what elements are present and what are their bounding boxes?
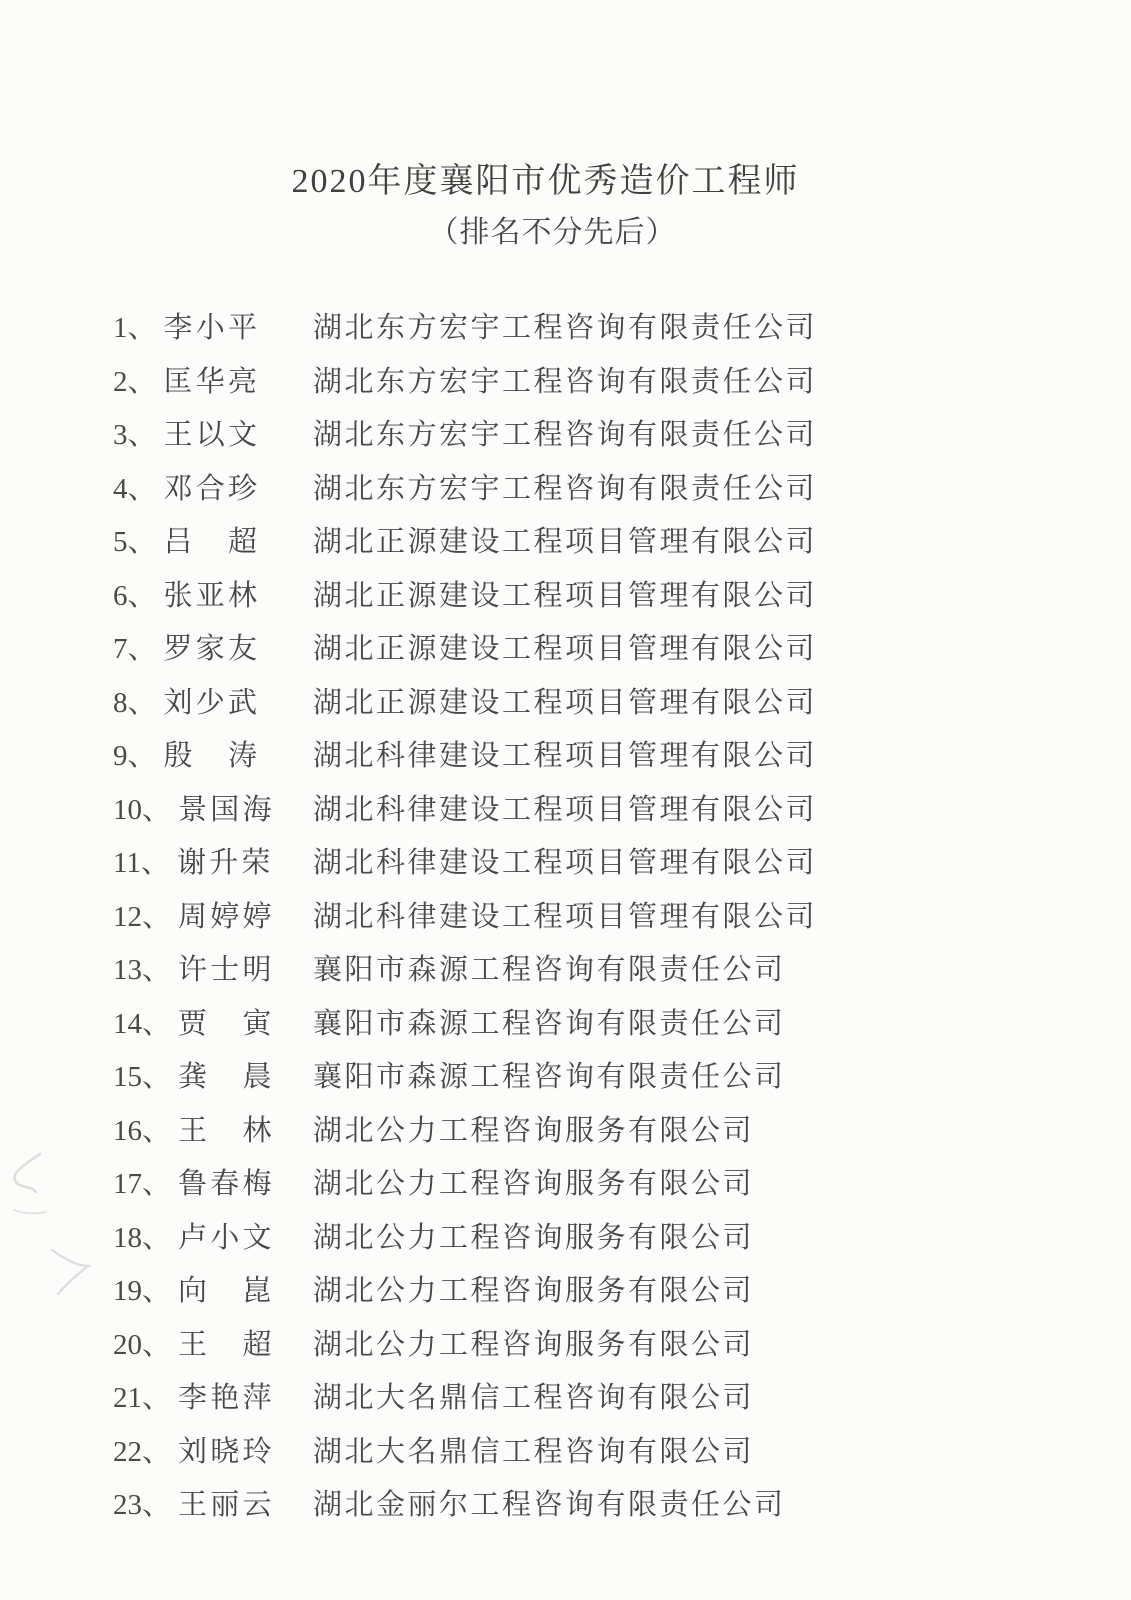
company-name: 湖北东方宏宇工程咨询有限责任公司 <box>313 365 818 398</box>
rank-number: 21、 <box>113 1382 172 1414</box>
rank-number: 5、 <box>113 526 157 558</box>
company-name: 湖北大名鼎信工程咨询有限公司 <box>313 1435 755 1468</box>
list-item <box>113 302 1131 356</box>
company-name: 湖北东方宏宇工程咨询有限责任公司 <box>313 472 818 505</box>
company-name: 湖北正源建设工程项目管理有限公司 <box>313 633 818 665</box>
engineer-name: 王 超 <box>178 1328 273 1361</box>
list-item <box>113 1051 1131 1105</box>
rank-number: 16、 <box>113 1114 172 1147</box>
company-name: 襄阳市森源工程咨询有限责任公司 <box>313 1061 786 1093</box>
document-subtitle: （排名不分先后） <box>428 216 677 249</box>
company-name: 湖北公力工程咨询服务有限公司 <box>313 1168 755 1200</box>
rank-number: 9、 <box>113 740 157 772</box>
list-item <box>113 1479 1131 1533</box>
company-name: 襄阳市森源工程咨询有限责任公司 <box>313 954 786 986</box>
list-item <box>113 1105 1131 1159</box>
list-item <box>113 1212 1131 1266</box>
engineer-name: 王以文 <box>163 419 258 451</box>
rank-number: 17、 <box>113 1168 172 1200</box>
engineer-name: 贾 寅 <box>178 1007 273 1040</box>
list-item <box>113 998 1131 1052</box>
company-name: 湖北东方宏宇工程咨询有限责任公司 <box>313 312 818 344</box>
list-item <box>113 1265 1131 1319</box>
list-item <box>113 730 1131 784</box>
list-item <box>113 1158 1131 1212</box>
scan-artifact-icon <box>48 1242 98 1298</box>
company-name: 湖北正源建设工程项目管理有限公司 <box>313 526 818 558</box>
engineer-name: 吕 超 <box>163 526 258 558</box>
list-item <box>113 1426 1131 1480</box>
list-item <box>113 784 1131 838</box>
engineer-name: 周婷婷 <box>178 900 273 933</box>
rank-number: 18、 <box>113 1221 172 1254</box>
rank-number: 15、 <box>113 1061 172 1093</box>
scan-artifact-icon <box>2 1148 48 1226</box>
engineer-name: 向 崑 <box>178 1275 273 1307</box>
engineer-name: 邓合珍 <box>163 472 258 505</box>
engineer-name: 王丽云 <box>178 1489 273 1521</box>
list-item <box>113 1372 1131 1426</box>
list-item <box>113 677 1131 731</box>
company-name: 襄阳市森源工程咨询有限责任公司 <box>313 1007 786 1040</box>
company-name: 湖北正源建设工程项目管理有限公司 <box>313 686 818 719</box>
engineer-name: 卢小文 <box>178 1221 273 1254</box>
rank-number: 19、 <box>113 1275 172 1307</box>
company-name: 湖北东方宏宇工程咨询有限责任公司 <box>313 419 818 451</box>
engineer-list <box>113 302 1131 1533</box>
rank-number: 11、 <box>113 847 170 879</box>
engineer-name: 龚 晨 <box>178 1061 273 1093</box>
company-name: 湖北公力工程咨询服务有限公司 <box>313 1275 755 1307</box>
company-name: 湖北科律建设工程项目管理有限公司 <box>313 847 818 879</box>
rank-number: 8、 <box>113 686 157 719</box>
rank-number: 22、 <box>113 1435 172 1468</box>
company-name: 湖北大名鼎信工程咨询有限公司 <box>313 1382 755 1414</box>
rank-number: 6、 <box>113 579 157 612</box>
company-name: 湖北公力工程咨询服务有限公司 <box>313 1114 755 1147</box>
engineer-name: 王 林 <box>178 1114 273 1147</box>
rank-number: 23、 <box>113 1489 172 1521</box>
engineer-name: 许士明 <box>178 954 273 986</box>
company-name: 湖北金丽尔工程咨询有限责任公司 <box>313 1489 786 1521</box>
engineer-name: 景国海 <box>178 793 273 826</box>
engineer-name: 李小平 <box>163 312 258 344</box>
engineer-name: 鲁春梅 <box>178 1168 273 1200</box>
list-item <box>113 944 1131 998</box>
list-item <box>113 837 1131 891</box>
rank-number: 2、 <box>113 365 157 398</box>
company-name: 湖北公力工程咨询服务有限公司 <box>313 1328 755 1361</box>
engineer-name: 李艳萍 <box>178 1382 273 1414</box>
document-title: 2020年度襄阳市优秀造价工程师 <box>291 163 800 200</box>
company-name: 湖北科律建设工程项目管理有限公司 <box>313 900 818 933</box>
list-item <box>113 1319 1131 1373</box>
rank-number: 20、 <box>113 1328 172 1361</box>
rank-number: 14、 <box>113 1007 172 1040</box>
rank-number: 12、 <box>113 900 172 933</box>
engineer-name: 谢升荣 <box>176 847 271 879</box>
company-name: 湖北科律建设工程项目管理有限公司 <box>313 740 818 772</box>
engineer-name: 刘晓玲 <box>178 1435 273 1468</box>
list-item <box>113 516 1131 570</box>
engineer-name: 张亚林 <box>163 579 258 612</box>
list-item <box>113 570 1131 624</box>
rank-number: 10、 <box>113 793 172 826</box>
list-item <box>113 356 1131 410</box>
engineer-name: 罗家友 <box>163 633 258 665</box>
engineer-name: 刘少武 <box>163 686 258 719</box>
list-item <box>113 623 1131 677</box>
company-name: 湖北正源建设工程项目管理有限公司 <box>313 579 818 612</box>
rank-number: 1、 <box>113 312 157 344</box>
engineer-name: 殷 涛 <box>163 740 258 772</box>
rank-number: 3、 <box>113 419 157 451</box>
company-name: 湖北科律建设工程项目管理有限公司 <box>313 793 818 826</box>
list-item <box>113 409 1131 463</box>
list-item <box>113 891 1131 945</box>
rank-number: 13、 <box>113 954 172 986</box>
rank-number: 7、 <box>113 633 157 665</box>
rank-number: 4、 <box>113 472 157 505</box>
company-name: 湖北公力工程咨询服务有限公司 <box>313 1221 755 1254</box>
engineer-name: 匡华亮 <box>163 365 258 398</box>
list-item <box>113 463 1131 517</box>
